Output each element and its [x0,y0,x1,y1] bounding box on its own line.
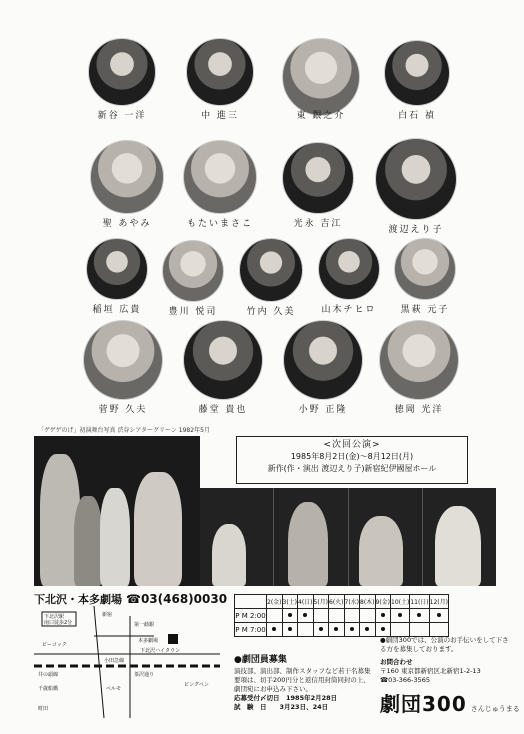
performance-dot [437,613,441,617]
venue-name: 下北沢・本多劇場 [34,593,122,606]
cast-member [280,142,356,229]
schedule-date: 4(日) [298,595,314,609]
cast-member [84,238,150,315]
map-label: 本多劇場 [138,638,159,644]
cast-name: 小野 正隆 [298,405,348,415]
schedule-cell [410,609,429,623]
cast-member [84,38,160,121]
schedule-date: 10(土) [391,595,410,609]
cast-name: 菅野 久夫 [98,405,148,415]
cast-name: 渡辺えり子 [388,225,444,235]
performance-dot [288,627,292,631]
performance-dot [381,613,385,617]
schedule-cell [344,609,360,623]
schedule-date: 3(土) [282,595,298,609]
recruit-section [234,656,374,712]
notice-production: 新作(作・演出 渡辺えり子)新宿紀伊國屋ホール [267,464,437,473]
cast-member [236,238,306,317]
performance-dot [398,613,402,617]
schedule-cell [282,623,298,637]
schedule-cell [375,623,391,637]
schedule-cell [329,609,345,623]
venue-line [34,591,227,607]
cast-member [282,320,364,415]
cast-name: 白石 禎 [398,111,436,121]
contact-section [380,636,510,685]
cast-photo [379,320,459,400]
map-label: 南口徒歩2分 [44,620,73,626]
map-label: 新宿 [102,612,113,618]
map-label: 下北沢駅 [44,614,65,620]
logo-name: 劇団300 [380,692,467,716]
access-map [34,606,220,718]
performance-dot [272,627,276,631]
notice-dates: 1985年8月2日(金)〜8月12日(月) [290,452,414,461]
schedule-cell [282,609,298,623]
cast-member [182,140,258,229]
cast-photo [183,140,257,214]
schedule-row [235,609,449,623]
contact-tel: ☎03-366-3565 [380,676,431,684]
schedule-cell [329,623,345,637]
recruit-exam: 試 験 日 3月23日、24日 [234,703,329,711]
schedule-row [235,623,449,637]
schedule-time: P M 7:00 [235,623,267,637]
map-theater-marker [168,634,178,644]
schedule-cell [375,609,391,623]
schedule-time: P M 2:00 [235,609,267,623]
schedule-cell [429,609,448,623]
stage-photo [423,488,496,586]
schedule-cell [391,623,410,637]
cast-name: 稲垣 広貴 [92,305,142,315]
schedule-date: 2(金) [267,595,283,609]
performance-dot [288,613,292,617]
performance-dot [350,627,354,631]
venue-tel: ☎03(468)0030 [126,592,228,606]
cast-member [374,138,458,235]
cast-photo [183,320,263,400]
schedule-cell [410,623,429,637]
cast-member [392,238,458,315]
performer-figure [288,502,328,586]
map-label: 町田 [38,706,49,712]
performer-figure [134,472,182,586]
performer-figure [212,524,246,586]
performance-dot [381,627,385,631]
cast-member [382,40,452,121]
cast-member [182,38,258,121]
cast-photo [394,238,456,300]
schedule-cell [298,609,314,623]
map-label: 茶沢通り [134,672,155,678]
troupe-logo [380,688,520,717]
schedule-date: 8(木) [360,595,376,609]
map-label: ピーコック [42,642,67,648]
map-label: ベルモ [106,686,122,692]
recruit-deadline: 応募受付〆切日 1985年2月28日 [234,694,338,702]
cast-name: 中 進三 [201,111,239,121]
map-label: 小田急線 [104,658,125,664]
schedule-header-row [235,595,449,609]
schedule-date: 6(火) [329,595,345,609]
cast-name: 豊川 悦司 [168,307,218,317]
schedule-cell [267,623,283,637]
schedule-cell [360,609,376,623]
performance-dot [417,613,421,617]
schedule-cell [391,609,410,623]
performer-figure [359,516,403,586]
cast-name: 竹内 久美 [246,307,296,317]
cast-photo [88,38,156,106]
contact-address: 〒160 東京都新宿区北新宿1-2-13 [380,667,481,675]
stage-photo [274,488,348,586]
notice-heading: <次回公演> [323,440,381,450]
cast-member [160,240,226,317]
stage-photo-strip [200,488,496,586]
schedule-cell [313,609,329,623]
cast-photo [282,38,360,116]
cast-photo [186,38,254,106]
map-label: 下北沢ハイタウン [140,648,181,654]
cast-name: 黒萩 元子 [400,305,450,315]
cast-name: 藤堂 貴也 [198,405,248,415]
cast-photo [375,138,457,220]
schedule-cell [313,623,329,637]
map-label: 井の頭線 [38,672,59,678]
performance-dot [319,627,323,631]
schedule-date: 11(日) [410,595,429,609]
cast-member [280,38,362,121]
map-label: 第一勧銀 [134,622,155,628]
stage-photo-main [34,436,200,586]
schedule-cell [429,623,448,637]
cast-name: 新谷 一洋 [97,111,147,121]
performer-figure [435,506,481,586]
schedule-corner [235,595,267,609]
cast-member [86,140,168,229]
recruit-body: 演技部、演出部、制作スタッフなど若干名募集要項は、切手200円分と返信用封筒同封の上、劇団宛にお申込み下さい。 [234,667,371,693]
map-label: ピングペン [184,682,209,688]
schedule-cell [344,623,360,637]
schedule-date: 12(月) [429,595,448,609]
performance-dot [365,627,369,631]
cast-name: 山木チヒロ [321,305,377,315]
map-label: 千歳船橋 [38,686,59,692]
schedule-date: 9(金) [375,595,391,609]
cast-photo [384,40,450,106]
schedule-cell [298,623,314,637]
cast-member [316,238,382,315]
performance-dot [334,627,338,631]
cast-photo [282,142,354,214]
next-performance-box [236,436,468,484]
cast-photo [83,320,163,400]
cast-photo [239,238,303,302]
cast-name: もたいまさこ [186,219,253,229]
contact-heading: お問合わせ [380,658,413,666]
schedule-table [234,594,449,637]
cast-name: 東 銀之介 [296,111,346,121]
performer-figure [74,496,102,586]
cast-photo [90,140,164,214]
cast-photo [162,240,224,302]
map-road [94,606,104,718]
logo-reading: さんじゅうまる [470,705,520,713]
cast-member [182,320,264,415]
stage-photo [200,488,274,586]
performer-figure [100,488,130,586]
schedule-cell [267,609,283,623]
helper-note: ●劇団300では、公演のお手伝いをして下さる方を募集しております。 [380,636,509,653]
cast-photo [318,238,380,300]
cast-photo [283,320,363,400]
performance-dot [303,613,307,617]
cast-member [82,320,164,415]
cast-photo [86,238,148,300]
photo-caption: 「ゲゲゲのげ」初演舞台写真 渋谷シアターグリーン 1982年5月 [38,427,210,434]
cast-name: 徳岡 光洋 [394,405,444,415]
cast-name: 光永 吉江 [293,219,343,229]
schedule-date: 5(月) [313,595,329,609]
recruit-title: ●劇団員募集 [234,655,287,665]
schedule-cell [360,623,376,637]
schedule-date: 7(水) [344,595,360,609]
cast-member [378,320,460,415]
stage-photo [349,488,423,586]
cast-name: 聖 あやみ [102,219,152,229]
